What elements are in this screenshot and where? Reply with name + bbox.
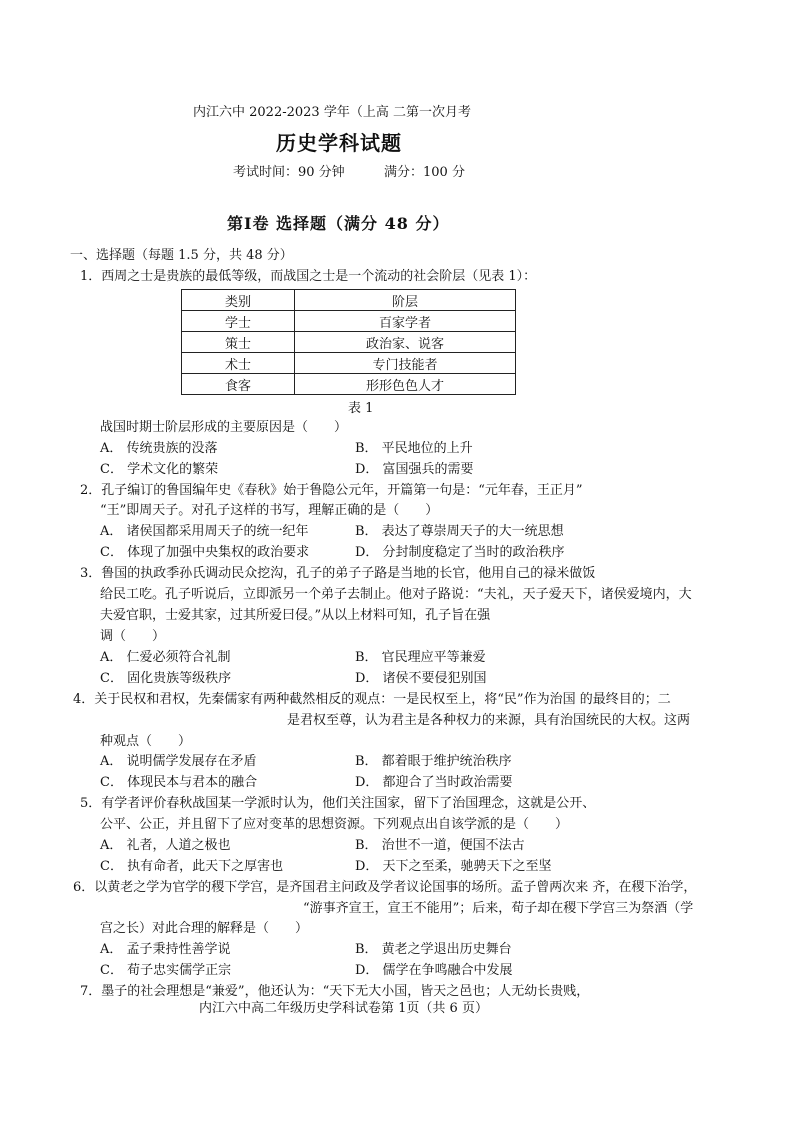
school-exam-line: 内江六中 2022-2023 学年（上高 二第一次月考 <box>193 105 471 120</box>
q4-option-a: A． 说明儒学发展存在矛盾 <box>100 754 257 769</box>
table-header-row <box>182 290 516 311</box>
q4-option-c: C． 体现民本与君本的融合 <box>100 775 258 790</box>
table-row <box>182 374 516 395</box>
q6-option-a: A． 孟子秉持性善学说 <box>100 942 231 957</box>
table-caption: 表 1 <box>348 401 374 416</box>
q6-line-3: 宫之长）对此合理的解释是（ ） <box>100 921 309 936</box>
q3-option-a: A． 仁爱必须符合礼制 <box>100 650 231 665</box>
q4-option-b: B． 都着眼于维护统治秩序 <box>355 754 512 769</box>
table-cell: 食客 <box>182 374 295 395</box>
page-footer: 内江六中高二年级历史学科试卷第 1页（共 6 页） <box>199 1001 488 1016</box>
table-row <box>182 332 516 353</box>
q1-option-a: A． 传统贵族的没落 <box>100 441 218 456</box>
q6-option-b: B． 黄老之学退出历史舞台 <box>355 942 512 957</box>
q3-option-d: D． 诸侯不要侵犯别国 <box>355 671 487 686</box>
q3-line-2: 给民工吃。孔子听说后，立即派另一个弟子去制止。他对子路说：“夫礼，天子爱天下，诸侯爱境内，大 <box>100 587 692 602</box>
table-cell: 学士 <box>182 311 295 332</box>
table-row <box>182 311 516 332</box>
q1-stem: 1．西周之士是贵族的最低等级，而战国之士是一个流动的社会阶层（见表 1）： <box>80 269 537 284</box>
q2-option-b: B． 表达了尊崇周天子的大一统思想 <box>355 524 564 539</box>
q2-option-d: D． 分封制度稳定了当时的政治秩序 <box>355 545 565 560</box>
q1-option-b: B． 平民地位的上升 <box>355 441 473 456</box>
q4-line-2: 是君权至尊，认为君主是各种权力的来源，具有治国统民的大权。这两 <box>287 713 691 728</box>
q1-option-d: D． 富国强兵的需要 <box>355 462 474 477</box>
q1-option-c: C． 学术文化的繁荣 <box>100 462 219 477</box>
q4-option-d: D． 都迎合了当时政治需要 <box>355 775 513 790</box>
q2-option-c: C． 体现了加强中央集权的政治要求 <box>100 545 310 560</box>
q6-option-d: D． 儒学在争鸣融合中发展 <box>355 963 513 978</box>
q6-option-c: C． 荀子忠实儒学正宗 <box>100 963 232 978</box>
q7-line-1: 7．墨子的社会理想是“兼爱”，他还认为：“天下无大小国，皆天之邑也；人无幼长贵贱， <box>80 984 590 999</box>
table-header-cell: 阶层 <box>295 290 516 311</box>
q3-line-1: 3．鲁国的执政季孙氏调动民众挖沟，孔子的弟子子路是当地的长官，他用自己的禄米做饭 <box>80 566 596 581</box>
page-title: 历史学科试题 <box>276 131 402 155</box>
table-1 <box>181 289 516 395</box>
q5-line-2: 公平、公正，并且留下了应对变革的思想资源。下列观点出自该学派的是（ ） <box>100 817 569 832</box>
q3-line-4: 调（ ） <box>100 629 166 644</box>
q5-option-a: A． 礼者，人道之极也 <box>100 838 231 853</box>
table-cell: 百家学者 <box>295 311 516 332</box>
q3-option-b: B． 官民理应平等兼爱 <box>355 650 486 665</box>
table-cell: 策士 <box>182 332 295 353</box>
q6-line-1: 6．以黄老之学为官学的稷下学宫，是齐国君主问政及学者议论国事的场所。孟子曾两次来 齐，在稷下治学， <box>73 880 697 895</box>
q1-question: 战国时期士阶层形成的主要原因是（ ） <box>100 420 348 435</box>
table-cell: 专门技能者 <box>295 353 516 374</box>
full-score: 满分：100 分 <box>384 165 465 180</box>
q3-line-3: 夫爱官职，士爱其家，过其所爱曰侵。”从以上材料可知，孔子旨在强 <box>100 608 491 623</box>
q2-line-2: “王”即周天子。对孔子这样的书写，理解正确的是（ ） <box>100 503 439 518</box>
q3-option-c: C． 固化贵族等级秩序 <box>100 671 232 686</box>
table-cell: 术士 <box>182 353 295 374</box>
q5-line-1: 5．有学者评价春秋战国某一学派时认为，他们关注国家，留下了治国理念，这就是公开、 <box>80 796 596 811</box>
q2-line-1: 2．孔子编订的鲁国编年史《春秋》始于鲁隐公元年，开篇第一句是：“元年春，王正月” <box>80 483 583 498</box>
q2-option-a: A． 诸侯国都采用周天子的统一纪年 <box>100 524 309 539</box>
part-heading: 一、选择题（每题 1.5 分，共 48 分） <box>70 248 293 263</box>
q6-line-2: “游事齐宣王，宣王不能用”；后来，荀子却在稷下学宫三为祭酒（学 <box>303 901 694 916</box>
table-row <box>182 353 516 374</box>
exam-time: 考试时间：90 分钟 <box>233 165 345 180</box>
q4-line-1: 4．关于民权和君权，先秦儒家有两种截然相反的观点：一是民权至上，将“民”作为治国 的最终目的；二 <box>73 692 671 707</box>
table-header-cell: 类别 <box>182 290 295 311</box>
q5-option-d: D． 天下之至柔，驰骋天下之至坚 <box>355 859 552 874</box>
table-cell: 政治家、说客 <box>295 332 516 353</box>
table-cell: 形形色色人才 <box>295 374 516 395</box>
q5-option-c: C． 执有命者，此天下之厚害也 <box>100 859 284 874</box>
q4-line-3: 种观点（ ） <box>100 734 192 749</box>
q5-option-b: B． 治世不一道，便国不法古 <box>355 838 525 853</box>
section-title: 第Ⅰ卷 选择题（满分 48 分） <box>227 214 450 233</box>
